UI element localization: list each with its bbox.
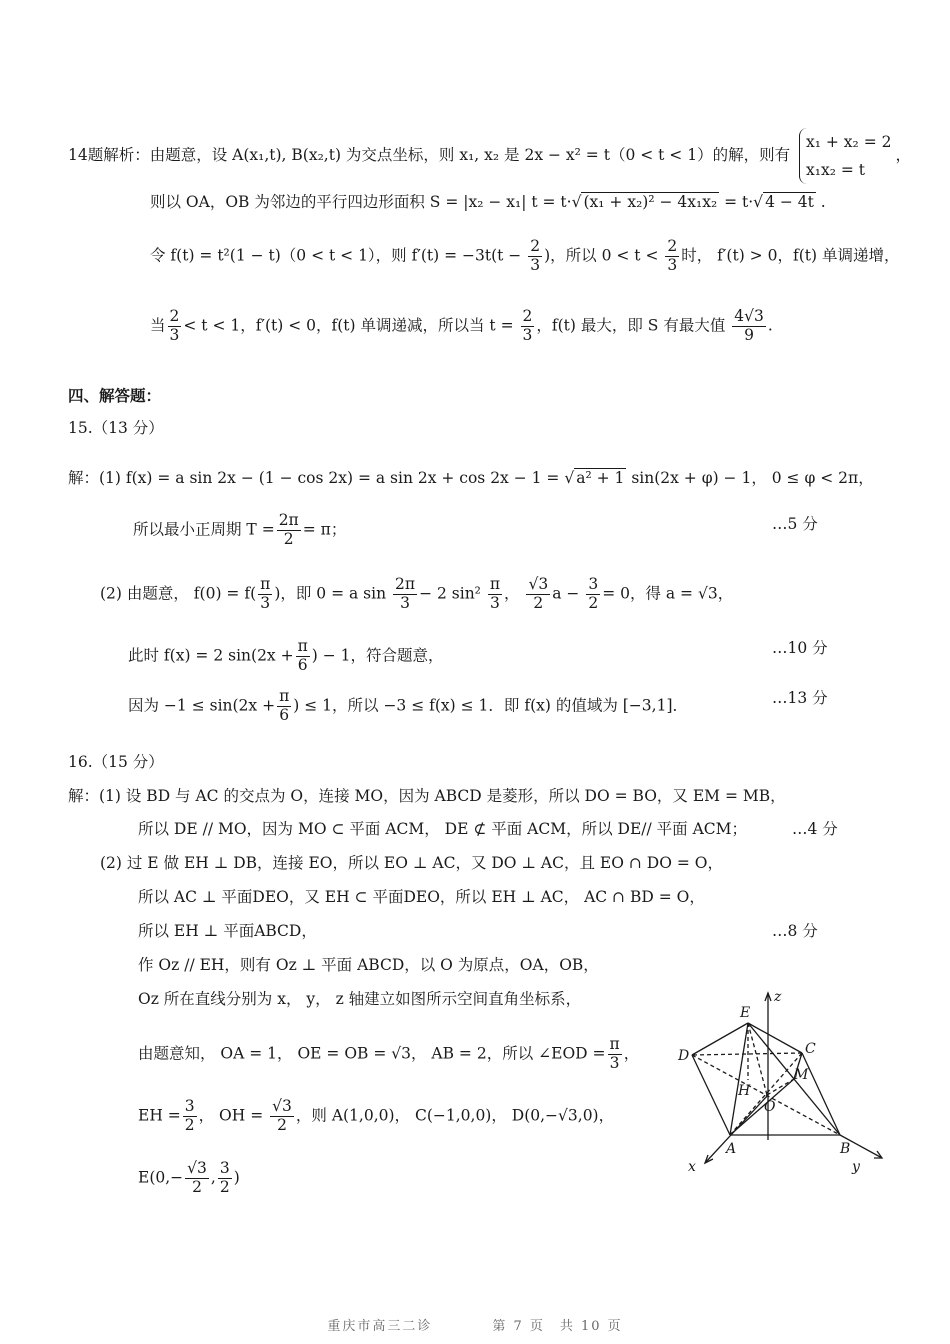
page-footer: 重庆市高三二诊 第 7 页 共 10 页 [327,1319,623,1334]
score-8: …8 分 [772,922,818,940]
q16-line-8: 由题意知， OA = 1， OE = OB = √3， AB = 2，所以 ∠EOD = $\frac{\pi}{3}$ ， [138,1035,640,1072]
q15-line-4: 此时 f(x) = 2 sin(2x + $\frac{\pi}{6}$ ) − 1，符合题意， [128,637,444,674]
fraction: $\frac{√3}{2}$ [528,575,549,612]
p14-line-1: 14题解析：由题意，设 A(x₁,t), B(x₂,t) 为交点坐标，则 x₁, x₂ 是 2x − x² = t（0 < t < 1）的解，则有 x₁ + x₂ = 2 x₁x₂ = t ， [68,128,911,184]
label-C: C [805,1041,816,1057]
label-A: A [726,1141,737,1157]
p14-line-4: 当 $\frac{2}{3}$ < t < 1，f′(t) < 0，f(t) 单调递减，所以当 t = $\frac{2}{3}$ ，f(t) 最大，即 S 有最大值 $\frac{4√3}{9}$ . [150,307,773,344]
equation-system: x₁ + x₂ = 2 x₁x₂ = t [799,128,891,184]
label-O: O [764,1099,776,1115]
fraction: $\frac{√3}{2}$ [272,1097,292,1134]
label-E: E [740,1005,751,1021]
fraction: $\frac{2}{3}$ [169,307,180,344]
q15-heading: 15.（13 分） [68,419,164,437]
q16-line-9: EH = $\frac{3}{2}$ ， OH = $\frac{√3}{2}$ ，则 A(1,0,0)， C(−1,0,0)， D(0,−√3,0)， [138,1097,615,1134]
q16-line-1: 解：(1) 设 BD 与 AC 的交点为 O，连接 MO，因为 ABCD 是菱形，所以 DO = BO，又 EM = MB， [68,787,786,805]
fraction: $\frac{\pi}{3}$ [609,1035,620,1072]
fraction: $\frac{4√3}{9}$ [734,307,764,344]
segment-DB [692,1055,840,1135]
fraction: $\frac{3}{2}$ [219,1159,230,1196]
section-title: 四、解答题： [68,386,162,405]
label-x: x [688,1159,696,1175]
edge-ED [692,1023,748,1055]
score-5: …5 分 [772,515,818,533]
fraction: $\frac{3}{2}$ [588,575,599,612]
label-B: B [840,1141,851,1157]
fraction: $\frac{√3}{2}$ [187,1159,207,1196]
edge-CD [692,1053,802,1055]
q15-line-2: 所以最小正周期 T = $\frac{2\pi}{2}$ = π； [133,511,347,548]
q16-line-4: 所以 AC ⊥ 平面DEO，又 EH ⊂ 平面DEO，所以 EH ⊥ AC， AC ∩ BD = O， [138,888,705,906]
fraction: $\frac{2}{3}$ [522,307,533,344]
fraction: $\frac{2}{3}$ [530,237,541,274]
fraction: $\frac{3}{2}$ [184,1097,195,1134]
q16-line-6: 作 Oz // EH，则有 Oz ⊥ 平面 ABCD，以 O 为原点，OA，OB， [138,956,599,974]
segment-OM [767,1079,794,1095]
q16-line-10: E(0,− $\frac{√3}{2}$ , $\frac{3}{2}$ ) [138,1159,240,1196]
fraction: $\frac{\pi}{3}$ [260,575,271,612]
p14-line-2: 则以 OA，OB 为邻边的平行四边形面积 S = |x₂ − x₁| t = t·√ (x₁ + x₂)² − 4x₁x₂ = t·√ 4 − 4t . [150,193,826,211]
label-z: z [774,989,782,1005]
q15-line-3: (2) 由题意， f(0) = f( $\frac{\pi}{3}$ )，即 0 = a sin $\frac{2\pi}{3}$ − 2 sin² $\frac{\pi}{3}$ ， $\frac{√3}{2}$ a − $\frac{3}{2}$ = 0，得 a = √3， [100,575,734,612]
fraction: $\frac{\pi}{6}$ [297,637,308,674]
q16-line-7: Oz 所在直线分别为 x， y， z 轴建立如图所示空间直角坐标系， [138,990,582,1008]
label-y: y [852,1159,860,1175]
p14-line-3: 令 f(t) = t²(1 − t)（0 < t < 1），则 f′(t) = −3t(t − $\frac{2}{3}$ )，所以 0 < t < $\frac{2}{3}$ 时， f′(t) > 0，f(t) 单调递增， [150,237,900,274]
label-H: H [738,1083,751,1099]
x-axis [705,1095,768,1163]
edge-DA [692,1055,730,1135]
q16-line-5: 所以 EH ⊥ 平面ABCD， [138,922,317,940]
q15-line-1: 解：(1) f(x) = a sin 2x − (1 − cos 2x) = a sin 2x + cos 2x − 1 = √ a² + 1 sin(2x + φ) − 1， 0 ≤ φ < 2π， [68,469,874,487]
score-4: …4 分 [792,820,838,838]
score-10: …10 分 [772,639,828,657]
label-D: D [678,1048,690,1064]
fraction: $\frac{2\pi}{3}$ [395,575,416,612]
fraction: $\frac{\pi}{6}$ [279,687,290,724]
edge-EC [748,1023,802,1053]
fraction: $\frac{2\pi}{2}$ [278,511,299,548]
score-13: …13 分 [772,689,828,707]
q15-line-5: 因为 −1 ≤ sin(2x + $\frac{\pi}{6}$ ) ≤ 1，所以 −3 ≤ f(x) ≤ 1．即 f(x) 的值域为 [−3,1]． [128,687,688,724]
q16-line-3: (2) 过 E 做 EH ⊥ DB，连接 EO，所以 EO ⊥ AC，又 DO ⊥ AC，且 EO ∩ DO = O， [100,854,723,872]
q16-line-2: 所以 DE // MO，因为 MO ⊂ 平面 ACM， DE ⊄ 平面 ACM，所以 DE// 平面 ACM； [138,820,747,838]
fraction: $\frac{\pi}{3}$ [489,575,501,612]
fraction: $\frac{2}{3}$ [667,237,678,274]
edge-BC [802,1053,840,1135]
q16-heading: 16.（15 分） [68,753,164,771]
geometry-figure [670,985,900,1185]
label-M: M [794,1067,809,1083]
